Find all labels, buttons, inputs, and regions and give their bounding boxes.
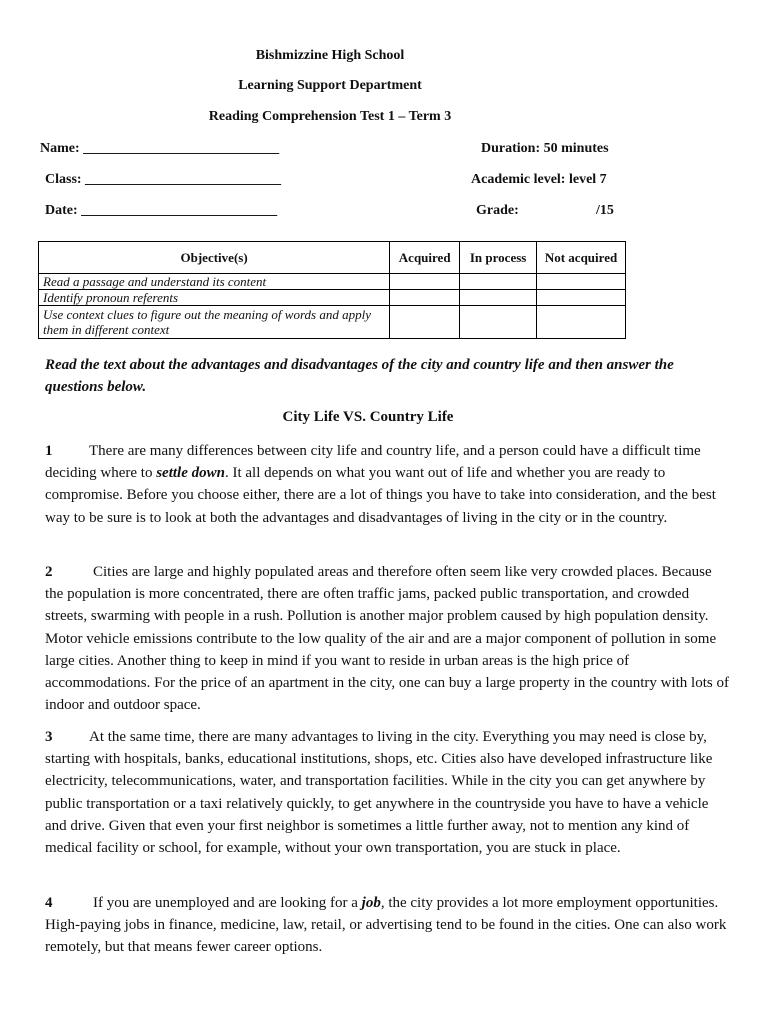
paragraph-text: There are many differences between city life and country life, and a person could have a difficult time deciding where to [45, 443, 701, 482]
acquired-cell [390, 290, 460, 306]
paragraph-number: 1 [45, 443, 53, 459]
school-name: Bishmizzine High School [255, 48, 405, 63]
class-field: Class: ____________________________ [45, 172, 282, 187]
not-acquired-cell [537, 290, 626, 306]
emphasized-term: job [361, 895, 381, 911]
paragraph-text: , the city provides a lot more employment opportunities. High-paying jobs in finance, medicine, law, retail, or advertising tend to be found in the cities. One can also work remotely, but that means fewer career options. [45, 895, 727, 956]
header-in-process: In process [460, 242, 537, 274]
department-name: Learning Support Department [238, 78, 422, 93]
acquired-cell [390, 306, 460, 339]
academic-level-field: Academic level: level 7 [471, 172, 607, 187]
paragraph-number: 2 [45, 564, 53, 580]
not-acquired-cell [537, 274, 626, 290]
test-title: Reading Comprehension Test 1 – Term 3 [208, 109, 452, 124]
paragraph-text: Cities are large and highly populated areas and therefore often seem like very crowded places. Because the population is more concentrated, there are often traffic jams, packed public transportation, and crowded streets, swarming with people in a rush. Pollution is another major problem caused by high population density. Motor vehicle emissions contribute to the low quality of the air and are a major component of pollution in some large cities. Another thing to keep in mind if you want to reside in urban areas is the high price of accommodations. For the price of an apartment in the city, one can buy a large property in the country with lots of indoor and outdoor space. [45, 564, 729, 714]
not-acquired-cell [537, 306, 626, 339]
paragraph-3 [45, 726, 733, 859]
grade-label: Grade: [476, 203, 519, 218]
objective-text: Read a passage and understand its content [39, 274, 390, 290]
objective-text: Use context clues to figure out the meaning of words and apply them in different context [39, 306, 390, 339]
in-process-cell [460, 274, 537, 290]
date-field: Date: ____________________________ [45, 203, 278, 218]
duration-field: Duration: 50 minutes [481, 141, 609, 156]
instruction-text: Read the text about the advantages and disadvantages of the city and country life and then answer the questions below. [45, 357, 674, 395]
acquired-cell [390, 274, 460, 290]
paragraph-number: 4 [45, 895, 53, 911]
in-process-cell [460, 306, 537, 339]
table-row [39, 306, 626, 339]
paragraph-number: 3 [45, 729, 53, 745]
in-process-cell [460, 290, 537, 306]
paragraph-2 [45, 561, 733, 716]
header-objectives: Objective(s) [39, 242, 390, 274]
paragraph-text: At the same time, there are many advantages to living in the city. Everything you may need is close by, starting with hospitals, banks, educational institutions, shops, etc. Cities also have developed infrastructure like electricity, telecommunications, water, and transportation facilities. While in the city you can get anywhere by public transportation or a taxi relatively quickly, to get anywhere in the countryside you have to have a vehicle and drive. Given that even your first neighbor is sometimes a little further away, not to mention any kind of medical facility or school, for example, without your own transportation, you are stuck in place. [45, 729, 713, 857]
objective-text: Identify pronoun referents [39, 290, 390, 306]
table-header-row [39, 242, 626, 274]
table-row [39, 274, 626, 290]
paragraph-text: If you are unemployed and are looking for a [93, 895, 362, 911]
table-row [39, 290, 626, 306]
name-field: Name: ____________________________ [40, 141, 280, 156]
paragraph-1 [45, 440, 733, 529]
paragraph-4 [45, 892, 733, 959]
objectives-table [38, 241, 626, 339]
passage-title: City Life VS. Country Life [282, 409, 454, 425]
header-acquired: Acquired [390, 242, 460, 274]
paragraph-text: . It all depends on what you want out of life and whether you are ready to compromise. Before you choose either, there are a lot of things you have to take into consideration, and the best way to be sure is to look at both the advantages and disadvantages of living in the city or in the country. [45, 465, 716, 526]
header-not-acquired: Not acquired [537, 242, 626, 274]
emphasized-term: settle down [156, 465, 225, 482]
grade-value: /15 [596, 203, 614, 218]
